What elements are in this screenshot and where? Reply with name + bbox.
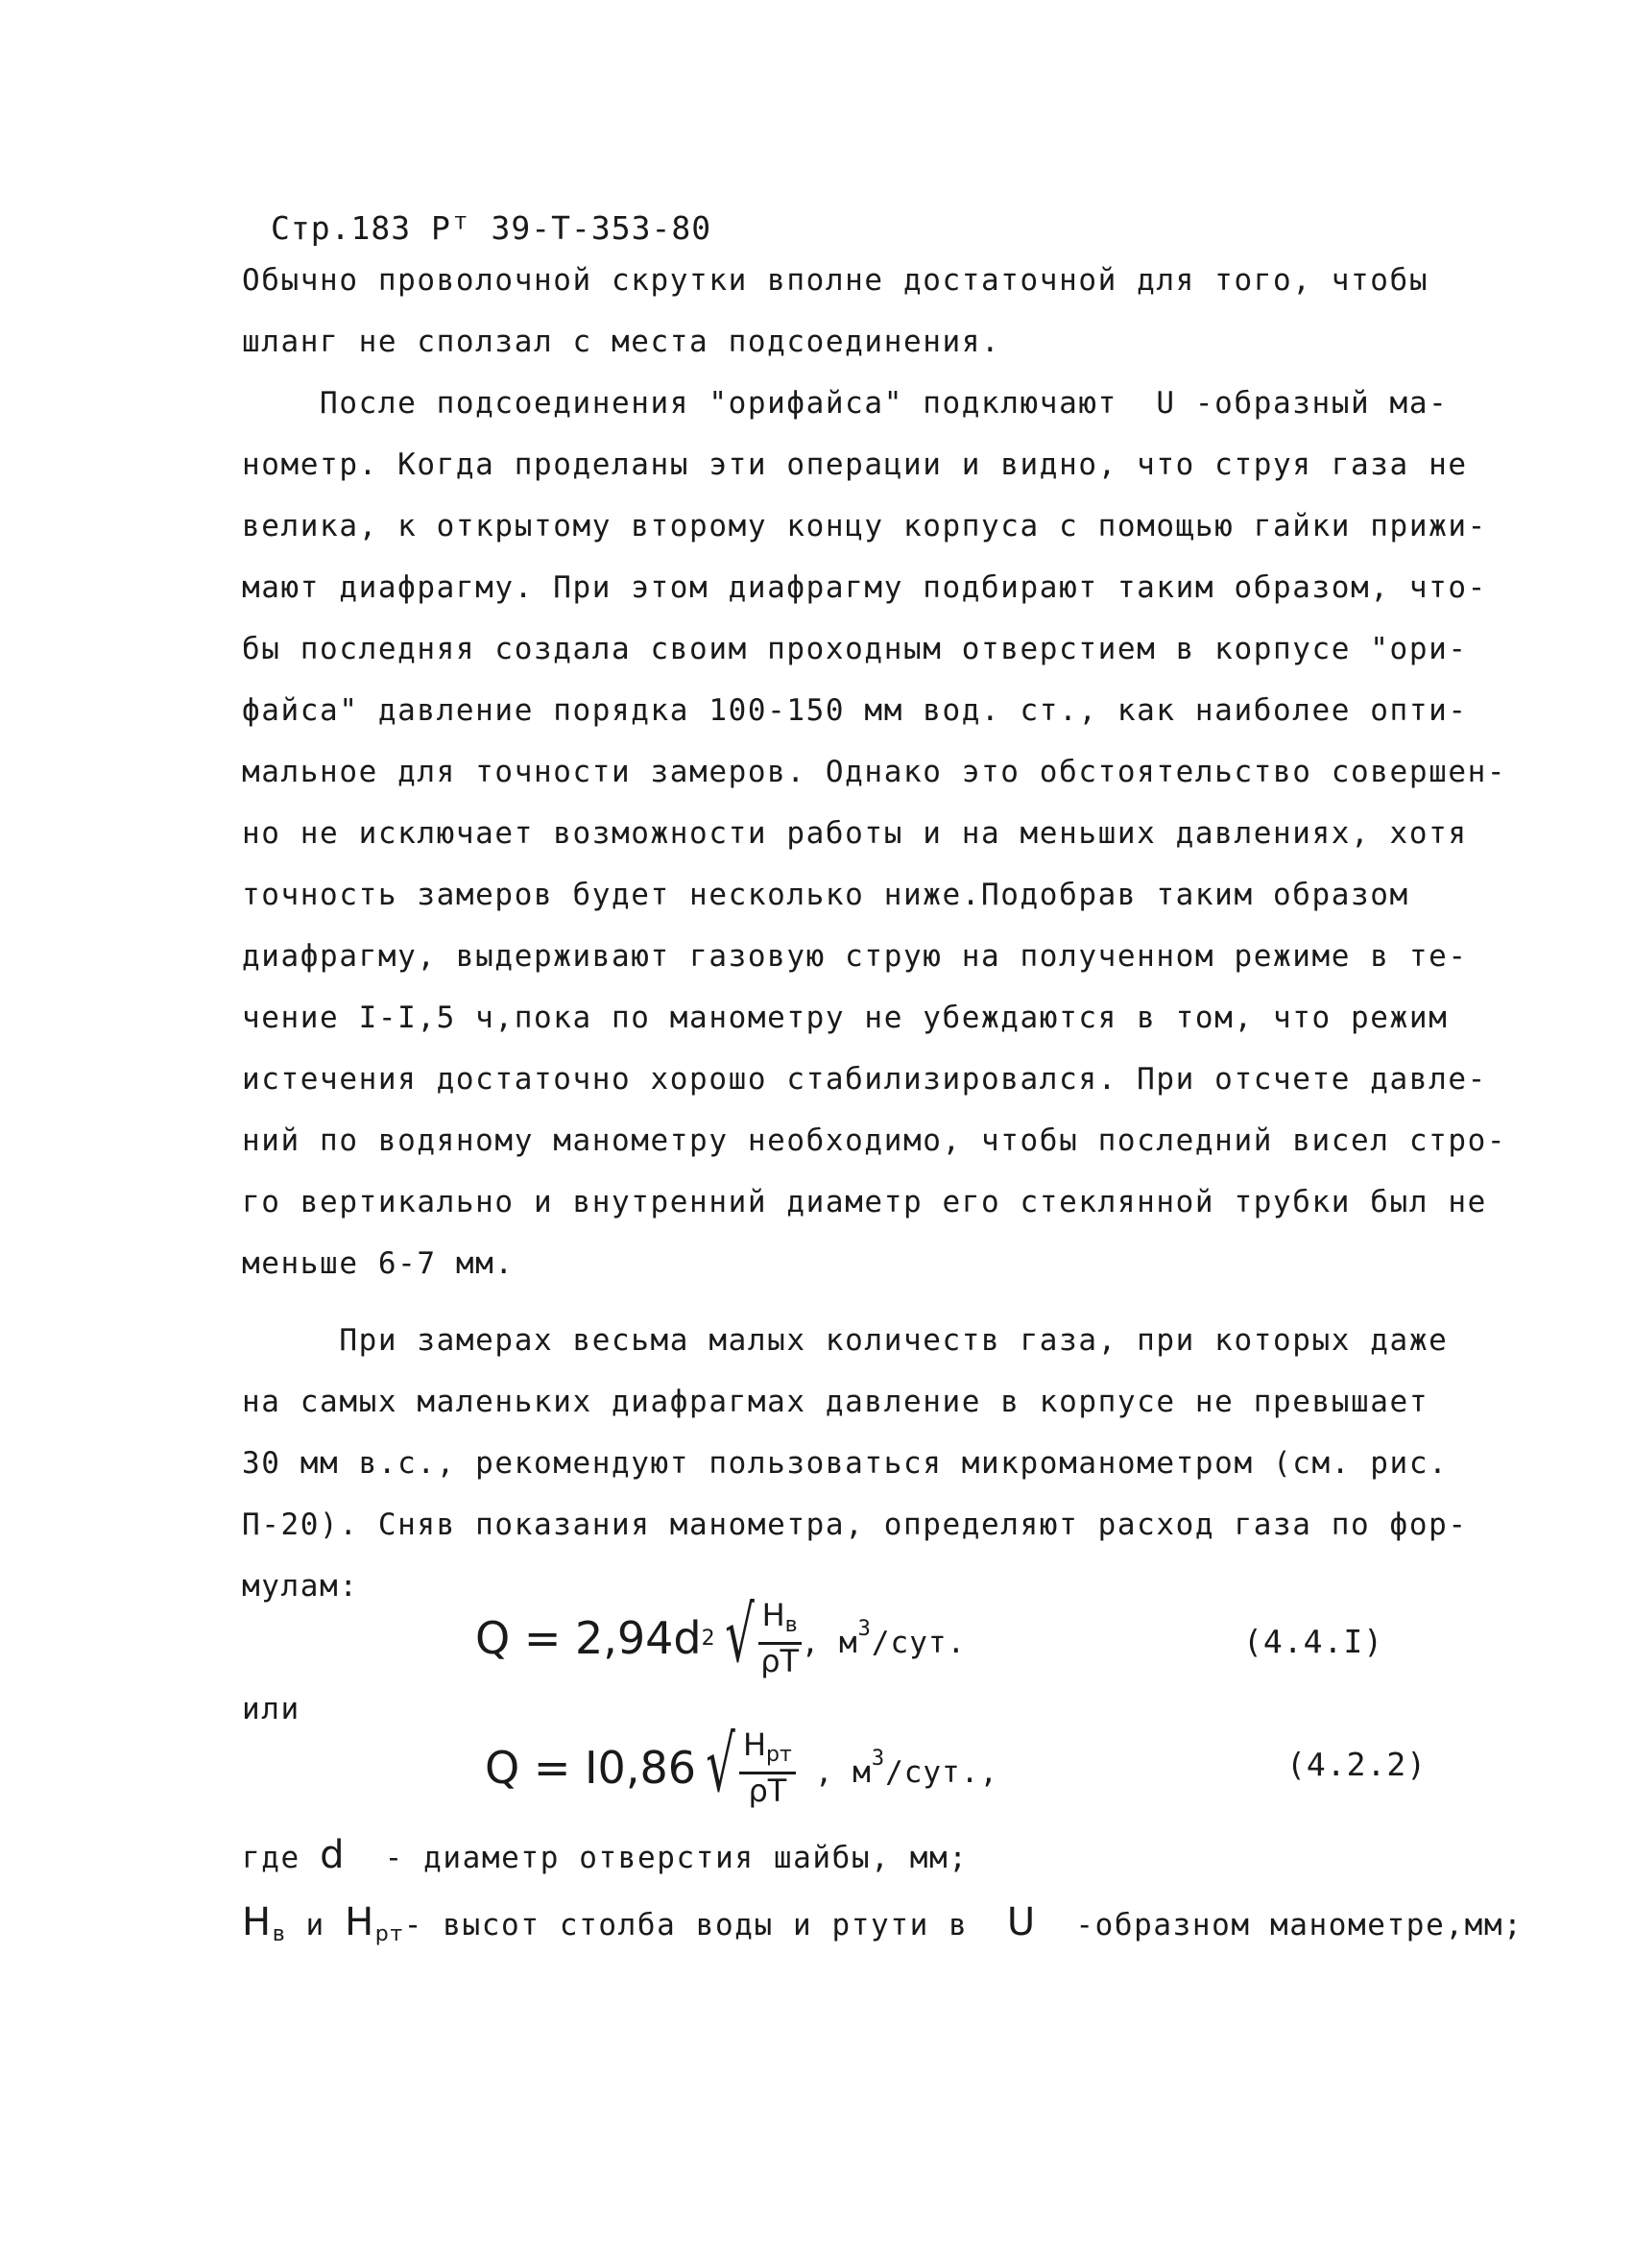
- text-line: бы последняя создала своим проходным отверстием в корпусе "ори-: [242, 632, 1468, 666]
- text-line: После подсоединения "орифайса" подключают U -образный ма-: [242, 386, 1449, 421]
- symbol-h-mercury: H: [345, 1900, 375, 1944]
- equation-number: (4.2.2): [1286, 1746, 1428, 1783]
- formula-lhs: Q = 2,94d: [475, 1612, 702, 1664]
- page-header: Стр.183 Рᵀ 39-Т-353-80: [271, 209, 712, 247]
- text-line: велика, к открытому второму концу корпуса с помощью гайки прижи-: [242, 509, 1487, 543]
- or-word: или: [242, 1692, 300, 1726]
- formula-unit: [802, 1617, 967, 1660]
- text-line: го вертикально и внутренний диаметр его стеклянной трубки был не: [242, 1185, 1487, 1219]
- text-line: мают диафрагму. При этом диафрагму подбирают таким образом, что-: [242, 570, 1487, 605]
- text-line: мальное для точности замеров. Однако это обстоятельство совершен-: [242, 755, 1507, 789]
- text-line: нометр. Когда проделаны эти операции и видно, что струя газа не: [242, 447, 1468, 482]
- numerator-subscript: в: [784, 1613, 798, 1637]
- text-line: мулам:: [242, 1569, 359, 1604]
- definition-heights: [242, 1900, 1524, 1954]
- unit-tail: /сут.: [871, 1625, 967, 1660]
- text-line: на самых маленьких диафрагмах давление в корпусе не превышает: [242, 1385, 1429, 1419]
- unit-text: , м: [801, 1625, 858, 1660]
- formula-unit: [815, 1747, 998, 1790]
- fraction: [739, 1728, 796, 1807]
- unit-text: , м: [814, 1754, 872, 1790]
- radical-sign-icon: √: [706, 1720, 735, 1809]
- subscript-water: в: [272, 1922, 287, 1946]
- definition-text: - высот столба воды и ртути в: [403, 1908, 1007, 1942]
- formula-4-2-2: [485, 1720, 999, 1809]
- text-line: меньше 6-7 мм.: [242, 1246, 515, 1281]
- fraction-denominator: ρT: [760, 1643, 800, 1679]
- symbol-d: d: [320, 1833, 347, 1877]
- formula-lhs: Q = I0,86: [485, 1742, 696, 1794]
- text-line: При замерах весьма малых количеств газа, при которых даже: [242, 1323, 1449, 1358]
- symbol-h-water: H: [242, 1900, 273, 1944]
- and-word: и: [286, 1908, 346, 1942]
- formula-exponent: 2: [701, 1626, 715, 1651]
- numerator-symbol: H: [742, 1726, 767, 1763]
- text-line: точность замеров будет несколько ниже.Подобрав таким образом: [242, 878, 1409, 912]
- text-line: но не исключает возможности работы и на меньших давлениях, хотя: [242, 816, 1468, 851]
- equation-number: (4.4.I): [1243, 1623, 1384, 1660]
- text-line: ний по водяному манометру необходимо, чтобы последний висел стро-: [242, 1123, 1507, 1158]
- fraction-denominator: ρT: [748, 1773, 787, 1809]
- where-word: где: [242, 1841, 321, 1875]
- radical-sign-icon: √: [724, 1590, 755, 1679]
- text-line: шланг не сползал с места подсоединения.: [242, 325, 1001, 359]
- square-root: [696, 1720, 796, 1809]
- unit-tail: /сут.,: [885, 1754, 999, 1790]
- fraction-numerator: [758, 1599, 802, 1645]
- symbol-u: U: [1006, 1900, 1037, 1944]
- fraction: [758, 1599, 802, 1677]
- text-line: диафрагму, выдерживают газовую струю на полученном режиме в те-: [242, 939, 1468, 974]
- text-line: Обычно проволочной скрутки вполне достаточной для того, чтобы: [242, 263, 1429, 298]
- fraction-numerator: [739, 1728, 796, 1774]
- definition-d: [242, 1833, 969, 1877]
- text-line: чение I-I,5 ч,пока по манометру не убеждаются в том, что режим: [242, 1001, 1449, 1035]
- text-line: файса" давление порядка 100-150 мм вод. ст., как наиболее опти-: [242, 693, 1468, 728]
- numerator-subscript: рт: [766, 1743, 792, 1767]
- unit-exponent: 3: [857, 1616, 872, 1641]
- text-line: П-20). Сняв показания манометра, определяют расход газа по фор-: [242, 1508, 1468, 1542]
- text-line: 30 мм в.с., рекомендуют пользоваться микроманометром (см. рис.: [242, 1446, 1449, 1481]
- text-line: истечения достаточно хорошо стабилизировался. При отсчете давле-: [242, 1062, 1487, 1097]
- square-root: [715, 1590, 802, 1679]
- subscript-mercury: рт: [374, 1922, 404, 1946]
- numerator-symbol: H: [761, 1597, 785, 1633]
- definition-text: - диаметр отверстия шайбы, мм;: [346, 1841, 969, 1875]
- unit-exponent: 3: [871, 1746, 886, 1771]
- definition-text-tail: -образном манометре,мм;: [1036, 1908, 1524, 1942]
- formula-4-4-1: [475, 1590, 967, 1679]
